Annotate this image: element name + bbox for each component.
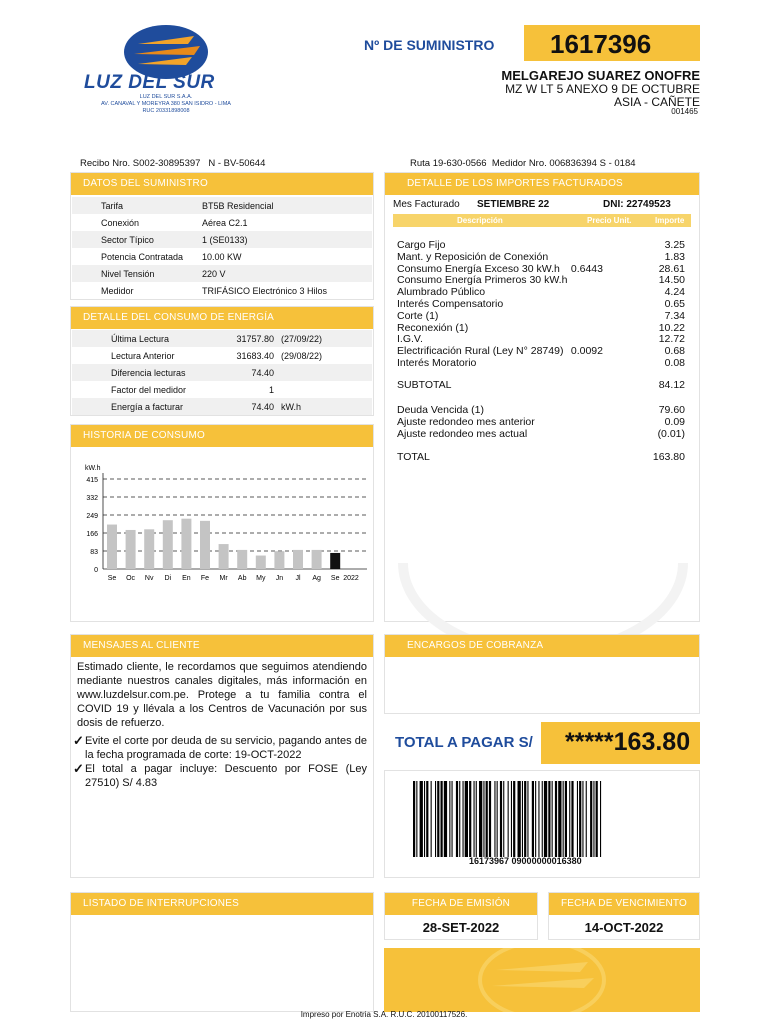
barcode-bar: [420, 781, 423, 857]
barcode-bar: [538, 781, 539, 857]
barcode-bar: [416, 781, 417, 857]
customer-code: 001465: [671, 107, 698, 116]
barcode-bar: [463, 781, 464, 857]
supply-row-label: Tarifa: [101, 201, 124, 211]
barcode-bar: [511, 781, 512, 857]
billing-extra-amount: (0.01): [657, 428, 685, 440]
billing-extra-row: [397, 428, 685, 439]
billing-item-desc: Electrificación Rural (Ley N° 28749): [397, 345, 564, 358]
barcode-bar: [479, 781, 482, 857]
barcode-bar: [483, 781, 484, 857]
message-bullet: [73, 734, 367, 762]
charges-title: ENCARGOS DE COBRANZA: [385, 635, 699, 657]
billing-item-desc: Corte (1): [397, 309, 439, 322]
billing-extra-row: [397, 416, 685, 427]
billing-item-row: [397, 345, 685, 356]
check-icon: ✓: [73, 761, 84, 776]
billing-item-amount: 0.08: [664, 357, 685, 369]
billing-item-amount: 4.24: [664, 286, 685, 299]
logo-address: AV. CANAVAL Y MOREYRA 380 SAN ISIDRO - LIMA: [101, 101, 231, 107]
messages-title: MENSAJES AL CLIENTE: [71, 635, 373, 657]
consumption-row-label: Diferencia lecturas: [111, 368, 186, 378]
consumption-row-label: Energía a facturar: [111, 402, 184, 412]
barcode-bar: [494, 781, 495, 857]
consumption-row: [72, 398, 372, 415]
barcode-bar: [579, 781, 581, 857]
barcode-bar: [476, 781, 477, 857]
pay-label: TOTAL A PAGAR S/: [395, 734, 533, 751]
chart-bar: [200, 521, 210, 569]
consumption-row: [72, 364, 372, 381]
chart-unit-label: kW.h: [85, 465, 101, 472]
supply-data-title: DATOS DEL SUMINISTRO: [71, 173, 373, 195]
chart-y-tick: 0: [94, 567, 98, 574]
issue-date-label: FECHA DE EMISIÓN: [385, 893, 537, 915]
supply-row-label: Sector Típico: [101, 235, 154, 245]
billing-item-desc: Consumo Energía Exceso 30 kW.h: [397, 262, 560, 275]
customer-dni: DNI: 22749523: [603, 199, 671, 210]
supply-row: [72, 282, 372, 299]
billing-extra-desc: Ajuste redondeo mes anterior: [397, 416, 535, 428]
supply-row: [72, 197, 372, 214]
banner-logo-mark: [384, 948, 700, 1012]
customer-address-1: MZ W LT 5 ANEXO 9 DE OCTUBRE: [505, 82, 700, 96]
chart-y-tick: 166: [86, 531, 98, 538]
barcode-bar: [593, 781, 594, 857]
billing-item-row: [397, 357, 685, 368]
total-label: TOTAL: [397, 451, 430, 463]
consumption-row-label: Última Lectura: [111, 334, 170, 344]
billing-item-desc: Interés Moratorio: [397, 357, 477, 369]
consumption-history-chart: [71, 447, 373, 621]
message-bullet-text: Evite el corte por deuda de su servicio, pagando antes de la fecha programada de corte: 19-OCT-2022: [85, 735, 367, 761]
barcode-bar: [513, 781, 515, 857]
col-amount: Importe: [655, 216, 685, 225]
barcode-bar: [456, 781, 458, 857]
billing-item-desc: Reconexión (1): [397, 321, 469, 334]
billing-extra-amount: 0.09: [664, 416, 685, 428]
chart-bar: [312, 550, 322, 569]
issue-date-box: [384, 892, 538, 940]
logo-company: LUZ DEL SUR S.A.A.: [139, 94, 193, 100]
issue-date: 28-SET-2022: [422, 920, 500, 935]
barcode-bar: [508, 781, 509, 857]
chart-x-label: My: [256, 575, 266, 582]
customer-address-2: ASIA - CAÑETE: [613, 95, 700, 109]
billing-extra-desc: Ajuste redondeo mes actual: [397, 428, 528, 440]
supply-row-value: Aérea C2.1: [202, 218, 248, 228]
subtotal-label: SUBTOTAL: [397, 379, 452, 391]
supply-row-value: 220 V: [202, 269, 226, 279]
barcode-bar: [431, 781, 432, 857]
message-bullet-text: El total a pagar incluye: Descuento por FOSE (Ley 27510) S/ 4.83: [85, 763, 367, 789]
due-date: 14-OCT-2022: [584, 920, 664, 935]
supply-row-value: BT5B Residencial: [202, 201, 274, 211]
chart-x-label: Mr: [219, 575, 228, 582]
chart-bar: [293, 550, 303, 569]
chart-bar: [107, 525, 117, 569]
chart-x-label: Jl: [295, 575, 301, 582]
billing-title: DETALLE DE LOS IMPORTES FACTURADOS: [385, 173, 699, 195]
chart-x-label: En: [182, 575, 191, 582]
col-description: Descripción: [457, 216, 503, 225]
barcode-bar: [590, 781, 592, 857]
consumption-row-label: Factor del medidor: [111, 385, 187, 395]
billing-item-desc: Interés Compensatorio: [397, 298, 504, 310]
consumption-row-value: 74.40: [251, 402, 274, 412]
barcode-bar: [582, 781, 583, 857]
barcode-bar: [577, 781, 578, 857]
billing-extra-desc: Deuda Vencida (1): [397, 404, 484, 416]
total-row: [397, 451, 685, 462]
barcode-bar: [535, 781, 536, 857]
chart-y-tick: 83: [90, 549, 98, 556]
consumption-row-value: 74.40: [251, 368, 274, 378]
barcode-bar: [571, 781, 573, 857]
due-date-box: [548, 892, 700, 940]
consumption-row-value: 1: [268, 385, 274, 395]
logo-ruc: RUC 20331898008: [142, 108, 190, 114]
subtotal-row: [397, 379, 685, 390]
barcode-bar: [465, 781, 468, 857]
barcode-bar: [424, 781, 425, 857]
billing-item-row: [397, 239, 685, 250]
chart-x-label: Ag: [312, 575, 321, 582]
chart-y-tick: 415: [86, 477, 98, 484]
col-unit-price: Precio Unit.: [587, 216, 632, 225]
supply-row: [72, 265, 372, 282]
due-date-label: FECHA DE VENCIMIENTO: [549, 893, 699, 915]
receipt-number: Recibo Nro. S002-30895397 N - BV-50644: [80, 158, 266, 169]
billing-item-row: [397, 333, 685, 344]
billing-item-amount: 14.50: [658, 274, 685, 287]
barcode-bar: [555, 781, 557, 857]
billing-col-header: [393, 214, 691, 227]
barcode-bar: [527, 781, 528, 857]
chart-x-label: Se: [330, 575, 340, 582]
billing-item-amount: 1.83: [664, 250, 685, 263]
billing-item-desc: Mant. y Reposición de Conexión: [397, 250, 549, 263]
billing-item-amount: 0.68: [664, 345, 685, 358]
message-bullet: [73, 762, 367, 790]
barcode-bar: [596, 781, 598, 857]
barcode-bar: [544, 781, 547, 857]
history-panel: [70, 424, 374, 622]
chart-x-label: Se: [107, 575, 117, 582]
supply-row: [72, 248, 372, 265]
barcode-bar: [586, 781, 587, 857]
chart-bar: [163, 520, 173, 569]
pay-amount: *****163.80: [565, 728, 691, 756]
barcode-panel: [384, 770, 700, 878]
barcode-bar: [558, 781, 561, 857]
chart-year-label: 2022: [343, 575, 359, 582]
consumption-title: DETALLE DEL CONSUMO DE ENERGÍA: [71, 307, 373, 329]
interruptions-panel: [70, 892, 374, 1012]
billing-item-unit: 0.0092: [570, 345, 603, 358]
chart-y-tick: 332: [86, 495, 98, 502]
barcode-bar: [552, 781, 553, 857]
billing-item-desc: Cargo Fijo: [397, 239, 446, 251]
barcode-bar: [469, 781, 471, 857]
check-icon: ✓: [73, 733, 84, 748]
supply-row-value: 10.00 KW: [202, 252, 242, 262]
billing-item-amount: 0.65: [664, 298, 685, 310]
barcode-bar: [474, 781, 475, 857]
footer-banner: [384, 948, 700, 1012]
supply-row-label: Potencia Contratada: [101, 252, 184, 262]
printed-by: Impreso por Enotria S.A. R.U.C. 20100117526.: [300, 1010, 468, 1019]
billing-item-amount: 7.34: [664, 309, 685, 322]
messages-paragraph: Estimado cliente, le recordamos que seguimos atendiendo mediante nuestros canales digitales, más información en www.luzdelsur.com.pe. Protege a tu familia contra el COVID 19 y llévala a los Centros de Vacunación por sus dosis de refuerzo.: [77, 661, 367, 729]
supply-row-value: 1 (SE0133): [202, 235, 248, 245]
barcode-bar: [444, 781, 447, 857]
charges-panel: [384, 634, 700, 714]
chart-x-label: Oc: [126, 575, 136, 582]
chart-bar: [237, 550, 247, 569]
consumption-row-extra: (29/08/22): [281, 351, 323, 361]
chart-x-label: Ab: [237, 575, 247, 582]
payment-barcode: [413, 781, 667, 857]
consumption-row-extra: kW.h: [281, 402, 302, 412]
chart-x-label: Nv: [144, 575, 154, 582]
billing-month-label: Mes Facturado: [393, 199, 460, 210]
barcode-bar: [518, 781, 521, 857]
barcode-bar: [413, 781, 415, 857]
supply-data-panel: [70, 172, 374, 300]
barcode-bar: [569, 781, 570, 857]
barcode-bar: [600, 781, 601, 857]
company-logo: [76, 22, 256, 118]
consumption-row: [72, 347, 372, 364]
billing-extra-row: [397, 404, 685, 415]
barcode-bar: [548, 781, 550, 857]
consumption-row: [72, 330, 372, 347]
billing-item-desc: I.G.V.: [397, 333, 423, 346]
chart-bar: [126, 530, 136, 569]
barcode-bar: [522, 781, 523, 857]
barcode-bar: [563, 781, 564, 857]
billing-extra-amount: 79.60: [658, 404, 685, 416]
chart-bar: [330, 553, 340, 569]
billing-month: SETIEMBRE 22: [477, 199, 550, 210]
barcode-bar: [500, 781, 502, 857]
consumption-panel: [70, 306, 374, 416]
billing-item-row: [397, 274, 685, 285]
consumption-row-label: Lectura Anterior: [111, 351, 175, 361]
chart-x-label: Fe: [200, 575, 210, 582]
billing-item-amount: 3.25: [664, 239, 685, 251]
chart-bar: [144, 529, 154, 569]
supply-row: [72, 214, 372, 231]
barcode-bar: [449, 781, 450, 857]
route-meter: Ruta 19-630-0566 Medidor Nro. 006836394 S - 0184: [410, 158, 636, 169]
billing-item-amount: 12.72: [658, 333, 685, 346]
customer-name: MELGAREJO SUAREZ ONOFRE: [501, 68, 700, 83]
barcode-bar: [435, 781, 436, 857]
barcode-bar: [565, 781, 567, 857]
billing-item-row: [397, 310, 685, 321]
messages-panel: [70, 634, 374, 878]
billing-item-row: [397, 298, 685, 309]
chart-bar: [274, 551, 284, 569]
barcode-bar: [426, 781, 428, 857]
consumption-row-value: 31683.40: [236, 351, 274, 361]
billing-panel: [384, 172, 700, 622]
billing-item-desc: Consumo Energía Primeros 30 kW.h: [397, 274, 568, 287]
barcode-bar: [452, 781, 453, 857]
history-title: HISTORIA DE CONSUMO: [71, 425, 373, 447]
billing-item-amount: 28.61: [658, 262, 685, 275]
supply-number-label: Nº DE SUMINISTRO: [364, 37, 495, 53]
barcode-bar: [486, 781, 488, 857]
supply-row: [72, 231, 372, 248]
chart-x-label: Di: [164, 575, 172, 582]
billing-item-row: [397, 263, 685, 274]
billing-item-row: [397, 286, 685, 297]
supply-row-label: Nivel Tensión: [101, 269, 155, 279]
chart-y-tick: 249: [86, 513, 98, 520]
supply-row-label: Conexión: [101, 218, 140, 228]
barcode-bar: [441, 781, 443, 857]
consumption-row-extra: (27/09/22): [281, 334, 323, 344]
supply-row-label: Medidor: [101, 286, 134, 296]
barcode-number: 16173967 09000000016380: [469, 856, 582, 866]
chart-bar: [219, 544, 229, 569]
total-amount: 163.80: [652, 451, 685, 463]
supply-row-value: TRIFÁSICO Electrónico 3 Hilos: [202, 286, 328, 296]
consumption-row: [72, 381, 372, 398]
barcode-bar: [497, 781, 498, 857]
billing-item-unit: 0.6443: [570, 262, 603, 275]
barcode-bar: [532, 781, 534, 857]
billing-item-row: [397, 251, 685, 262]
barcode-bar: [524, 781, 526, 857]
chart-bar: [256, 556, 266, 569]
billing-item-amount: 10.22: [658, 321, 685, 334]
barcode-bar: [503, 781, 504, 857]
barcode-bar: [542, 781, 543, 857]
barcode-bar: [459, 781, 460, 857]
interruptions-title: LISTADO DE INTERRUPCIONES: [71, 893, 373, 915]
billing-item-desc: Alumbrado Público: [397, 286, 486, 299]
barcode-bar: [489, 781, 491, 857]
consumption-row-value: 31757.80: [236, 334, 274, 344]
logo-brand: LUZ DEL SUR: [84, 72, 215, 93]
supply-number: 1617396: [550, 29, 652, 59]
subtotal-amount: 84.12: [658, 379, 685, 391]
barcode-bar: [437, 781, 439, 857]
billing-item-row: [397, 322, 685, 333]
chart-bar: [181, 519, 191, 569]
chart-x-label: Jn: [275, 575, 284, 582]
